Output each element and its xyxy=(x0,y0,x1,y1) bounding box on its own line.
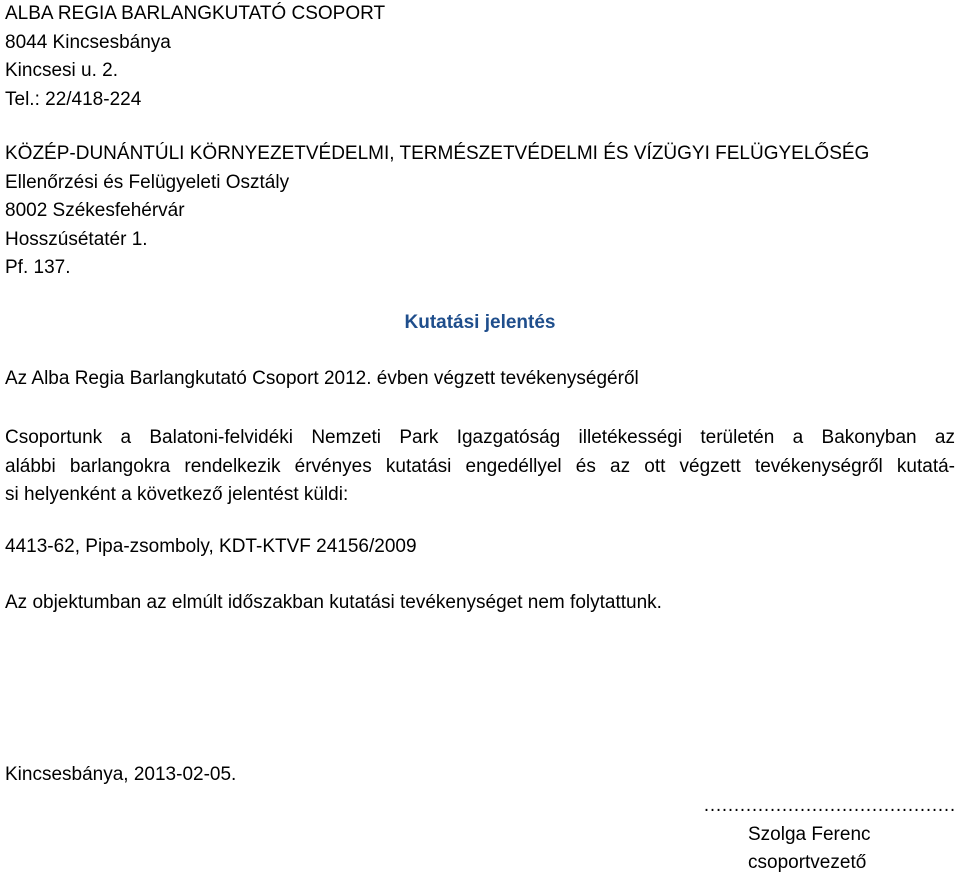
recipient-address xyxy=(5,140,869,283)
sender-city: 8044 Kincsesbánya xyxy=(5,31,171,53)
document-title: Kutatási jelentés xyxy=(404,312,556,333)
recipient-street: Hosszúsétatér 1. xyxy=(5,228,148,250)
signature-block xyxy=(668,792,955,878)
sender-street: Kincsesi u. 2. xyxy=(5,60,118,82)
body-line-1: Csoportunk a Balatoni-felvidéki Nemzeti Park Igazgatóság illetékességi területén a Bakonyban az xyxy=(5,427,955,448)
signatory-name: Szolga Ferenc xyxy=(748,823,871,845)
sender-phone: Tel.: 22/418-224 xyxy=(5,88,142,110)
body-line-2: alábbi barlangokra rendelkezik érvényes kutatási engedéllyel és az ott végzett tevékenységről kutatá- xyxy=(5,455,955,477)
report-subject: Az Alba Regia Barlangkutató Csoport 2012. évben végzett tevékenységéről xyxy=(5,368,639,389)
cave-permit-entry: 4413-62, Pipa-zsomboly, KDT-KTVF 24156/2009 xyxy=(5,536,417,557)
recipient-org: KÖZÉP-DUNÁNTÚLI KÖRNYEZETVÉDELMI, TERMÉSZETVÉDELMI ÉS VÍZÜGYI FELÜGYELŐSÉG xyxy=(5,143,870,164)
sender-name: ALBA REGIA BARLANGKUTATÓ CSOPORT xyxy=(5,3,386,24)
body-paragraph xyxy=(5,424,955,510)
signatory-role: csoportvezető xyxy=(748,852,867,874)
sender-address xyxy=(5,0,385,114)
place-date: Kincsesbánya, 2013-02-05. xyxy=(5,764,237,785)
activity-statement: Az objektumban az elmúlt időszakban kutatási tevékenységet nem folytattunk. xyxy=(5,592,662,613)
recipient-city: 8002 Székesfehérvár xyxy=(5,200,185,222)
recipient-department: Ellenőrzési és Felügyeleti Osztály xyxy=(5,171,290,193)
recipient-pobox: Pf. 137. xyxy=(5,257,71,279)
body-line-3: si helyenként a következő jelentést küldi: xyxy=(5,484,349,506)
signature-line: …………………………………… xyxy=(703,795,955,816)
